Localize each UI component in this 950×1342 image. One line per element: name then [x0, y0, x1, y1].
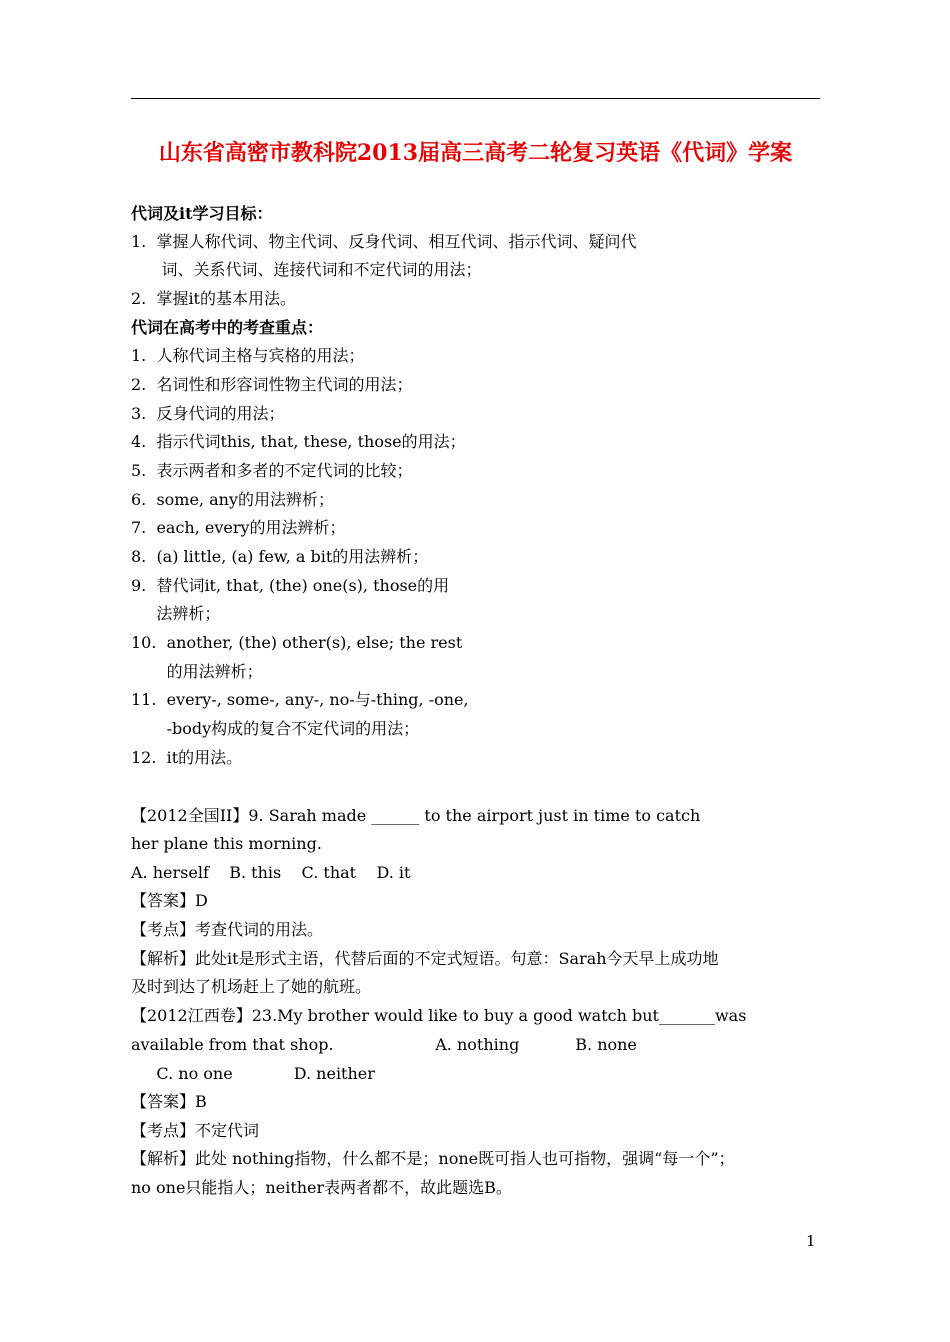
answer-line: 【答案】B	[131, 1092, 207, 1111]
focus-item: 1. 人称代词主格与宾格的用法；	[131, 346, 365, 365]
focus-item: 10. another, (the) other(s), else; the rest	[131, 633, 463, 652]
analysis-line: 及时到达了机场赶上了她的航班。	[131, 977, 372, 996]
goals-heading: 代词及it学习目标：	[131, 204, 273, 223]
focus-item: 8. (a) little, (a) few, a bit的用法辨析；	[131, 547, 429, 566]
question-line: 【2012江西卷】23.My brother would like to buy a good watch but_______was	[131, 1006, 747, 1025]
analysis-line: no one只能指人；neither表两者都不，故此题选B。	[131, 1178, 512, 1197]
header-rule	[131, 98, 820, 99]
focus-item: 4. 指示代词this, that, these, those的用法；	[131, 432, 466, 451]
focus-item: 法辨析；	[131, 604, 221, 623]
focus-item: 3. 反身代词的用法；	[131, 404, 285, 423]
question-line: her plane this morning.	[131, 834, 322, 853]
goal-item: 词、关系代词、连接代词和不定代词的用法；	[131, 260, 482, 279]
question-line: 【2012全国II】9. Sarah made ______ to the airport just in time to catch	[131, 806, 701, 825]
focus-item: 7. each, every的用法辨析；	[131, 518, 346, 537]
focus-item: -body构成的复合不定代词的用法；	[131, 719, 420, 738]
focus-item: 11. every-, some-, any-, no-与-thing, -one,	[131, 690, 469, 709]
analysis-line: 【解析】此处 nothing指物，什么都不是；none既可指人也可指物，强调“每一个”；	[131, 1149, 735, 1168]
focus-item: 2. 名词性和形容词性物主代词的用法；	[131, 375, 413, 394]
answer-line: 【答案】D	[131, 891, 208, 910]
focus-item: 的用法辨析；	[131, 662, 263, 681]
page-number: 1	[806, 1232, 816, 1250]
focus-item: 5. 表示两者和多者的不定代词的比较；	[131, 461, 413, 480]
focus-item: 9. 替代词it, that, (the) one(s), those的用	[131, 576, 450, 595]
goal-item: 1. 掌握人称代词、物主代词、反身代词、相互代词、指示代词、疑问代	[131, 232, 637, 251]
point-line: 【考点】考查代词的用法。	[131, 920, 324, 939]
point-line: 【考点】不定代词	[131, 1121, 260, 1140]
analysis-line: 【解析】此处it是形式主语，代替后面的不定式短语。句意：Sarah今天早上成功地	[131, 949, 719, 968]
goal-item: 2. 掌握it的基本用法。	[131, 289, 296, 308]
focus-item: 6. some, any的用法辨析；	[131, 490, 334, 509]
question-options: C. no one D. neither	[131, 1064, 375, 1083]
question-line: available from that shop. A. nothing B. none	[131, 1035, 637, 1054]
question-options: A. herself B. this C. that D. it	[131, 863, 411, 882]
focus-item: 12. it的用法。	[131, 748, 243, 767]
document-title: 山东省高密市教科院2013届高三高考二轮复习英语《代词》学案	[158, 140, 793, 166]
focus-heading: 代词在高考中的考查重点：	[131, 318, 324, 337]
